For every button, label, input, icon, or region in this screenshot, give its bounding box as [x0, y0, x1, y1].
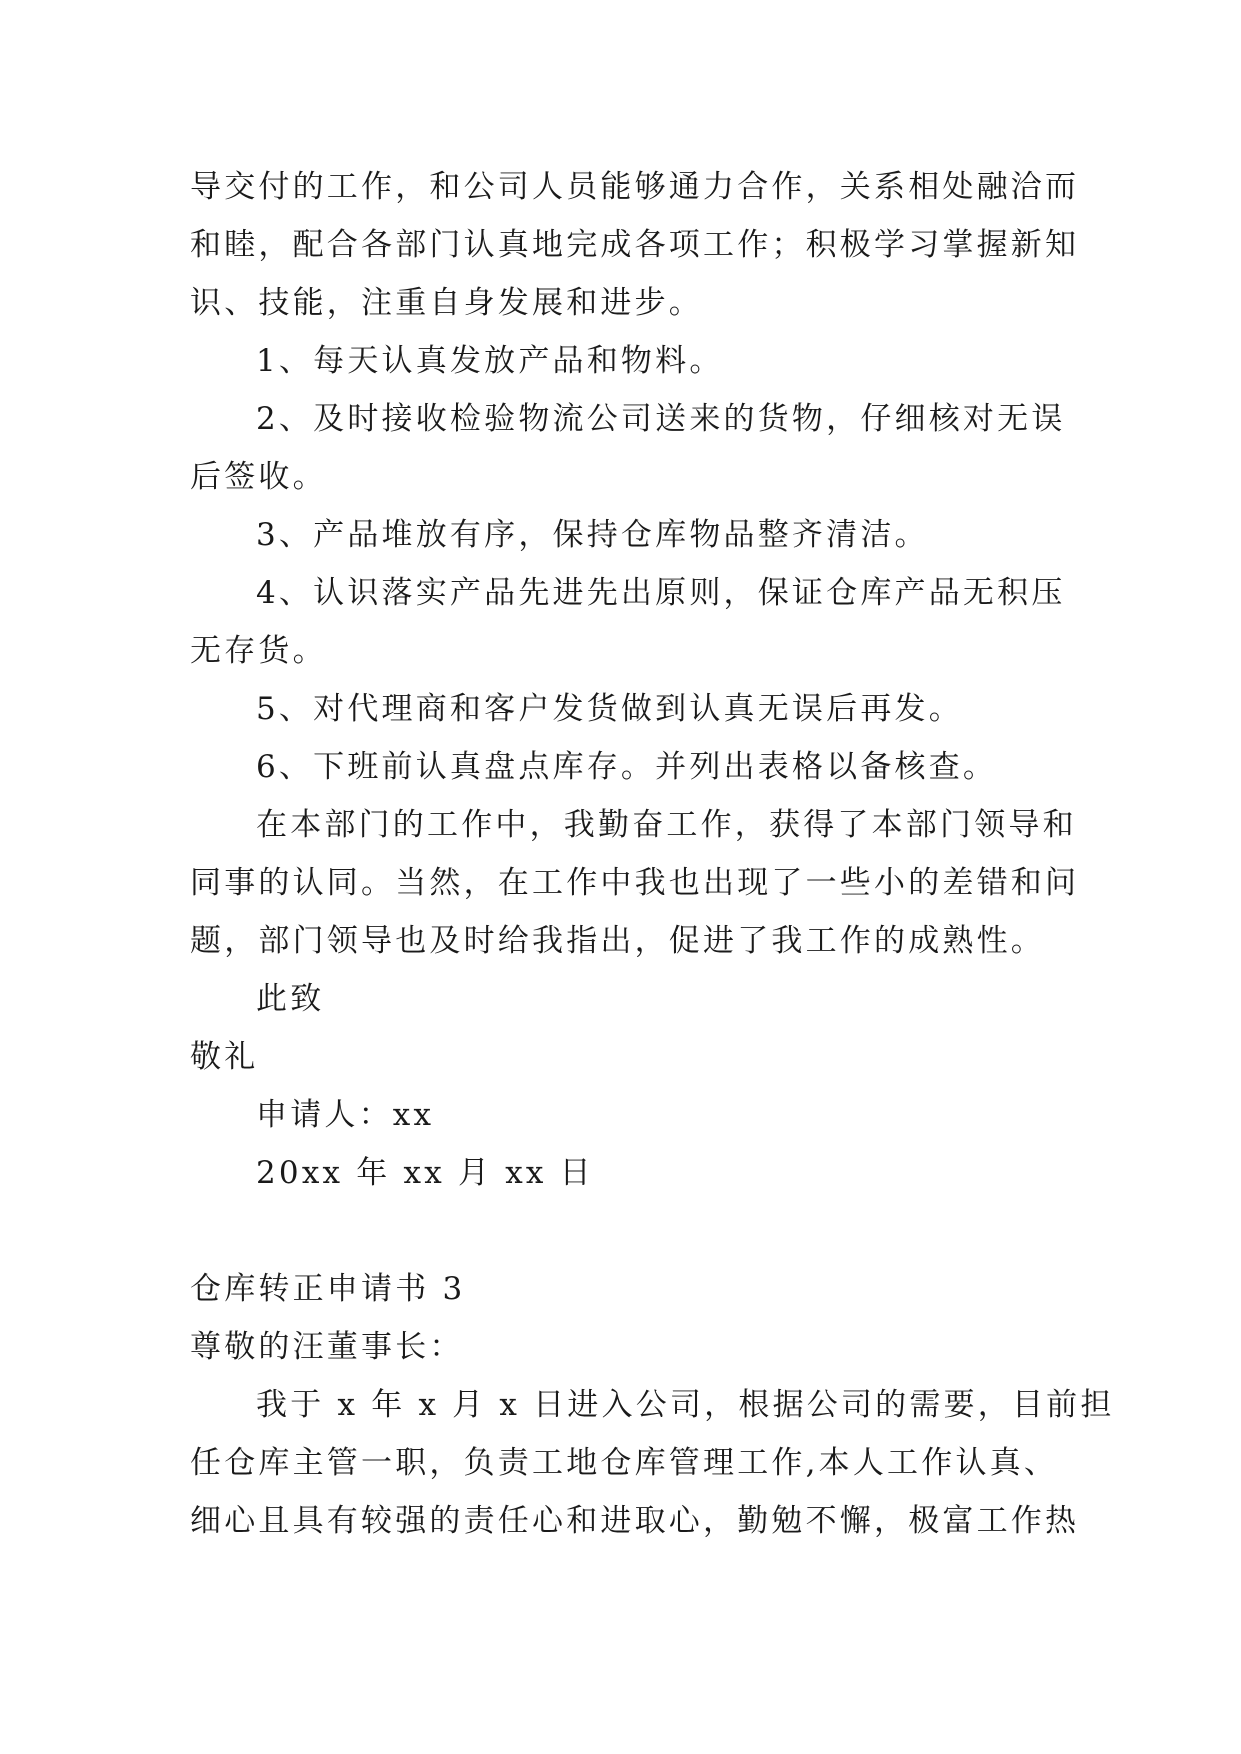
list-item-continuation: 无存货。 [190, 633, 327, 669]
section-spacer [190, 1202, 1060, 1260]
text-line: 识、技能，注重自身发展和进步。 [190, 285, 703, 321]
list-item: 4、认识落实产品先进先出原则，保证仓库产品无积压 [256, 575, 1066, 611]
list-item: 2、及时接收检验物流公司送来的货物，仔细核对无误 [256, 401, 1066, 437]
summary-paragraph: 题，部门领导也及时给我指出，促进了我工作的成熟性。 [190, 923, 1045, 959]
summary-paragraph: 在本部门的工作中，我勤奋工作，获得了本部门领导和 [256, 807, 1077, 843]
closing-phrase: 此致 [256, 981, 325, 1017]
body-paragraph: 任仓库主管一职，负责工地仓库管理工作,本人工作认真、 [190, 1445, 1059, 1481]
list-item: 1、每天认真发放产品和物料。 [256, 343, 724, 379]
document-page [190, 158, 1115, 1550]
closing-salute: 敬礼 [190, 1039, 259, 1075]
summary-paragraph: 同事的认同。当然，在工作中我也出现了一些小的差错和问 [190, 865, 1080, 901]
body-paragraph: 我于 x 年 x 月 x 日进入公司，根据公司的需要，目前担 [256, 1387, 1115, 1423]
list-item: 6、下班前认真盘点库存。并列出表格以备核查。 [256, 749, 998, 785]
list-item: 5、对代理商和客户发货做到认真无误后再发。 [256, 691, 963, 727]
text-line: 导交付的工作，和公司人员能够通力合作，关系相处融洽而 [190, 169, 1080, 205]
signature-date: 20xx 年 xx 月 xx 日 [256, 1155, 594, 1191]
salutation: 尊敬的汪董事长： [190, 1329, 464, 1365]
applicant-signature: 申请人：xx [256, 1097, 435, 1133]
list-item: 3、产品堆放有序，保持仓库物品整齐清洁。 [256, 517, 929, 553]
section-title: 仓库转正申请书 3 [190, 1271, 466, 1307]
text-line: 和睦，配合各部门认真地完成各项工作；积极学习掌握新知 [190, 227, 1080, 263]
body-paragraph: 细心且具有较强的责任心和进取心，勤勉不懈，极富工作热 [190, 1503, 1080, 1539]
list-item-continuation: 后签收。 [190, 459, 327, 495]
